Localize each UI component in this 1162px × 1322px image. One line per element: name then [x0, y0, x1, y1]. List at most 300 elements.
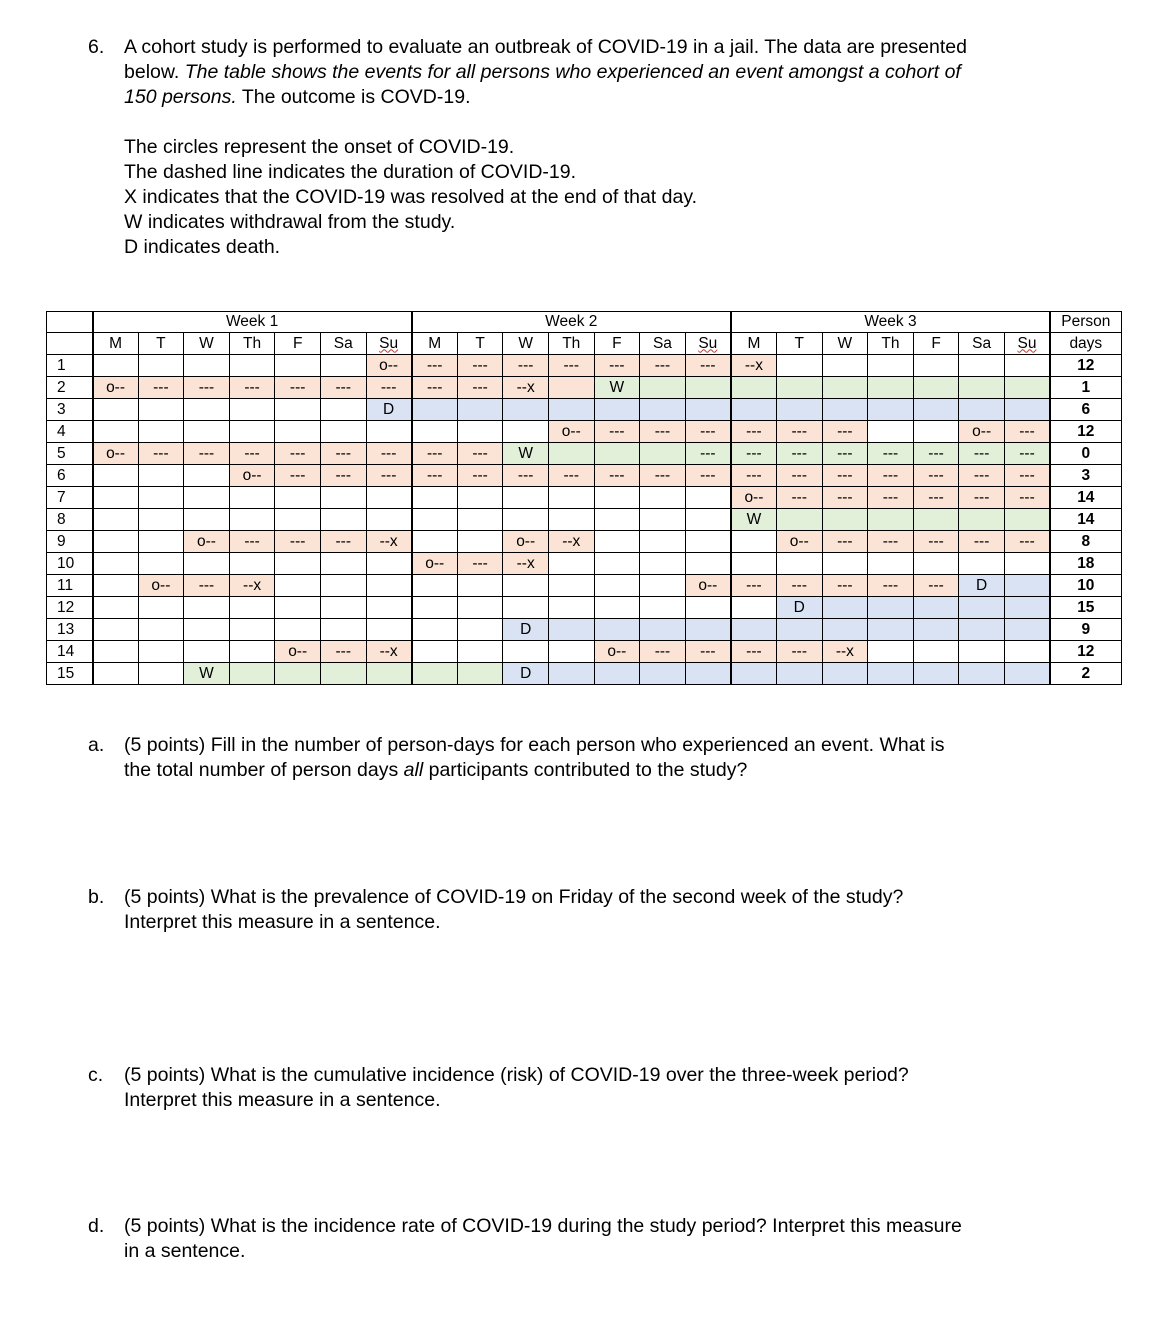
day-cell	[457, 509, 503, 531]
day-cell: ---	[640, 355, 686, 377]
day-cell	[685, 531, 731, 553]
day-cell	[457, 641, 503, 663]
day-cell	[1004, 553, 1050, 575]
day-cell	[868, 619, 914, 641]
day-cell: ---	[1004, 443, 1050, 465]
day-cell: o--	[776, 531, 822, 553]
day-cell	[275, 355, 321, 377]
day-cell	[93, 619, 139, 641]
person-id: 3	[47, 399, 93, 421]
day-cell: --x	[731, 355, 777, 377]
person-row	[47, 443, 1122, 465]
day-cell	[685, 377, 731, 399]
day-cell	[93, 487, 139, 509]
day-cell: ---	[822, 487, 868, 509]
day-cell	[913, 663, 959, 685]
day-cell	[548, 597, 594, 619]
person-row	[47, 399, 1122, 421]
day-cell: W	[184, 663, 230, 685]
day-cell: ---	[822, 443, 868, 465]
day-cell	[913, 509, 959, 531]
day-cell: ---	[184, 575, 230, 597]
day-cell	[822, 663, 868, 685]
day-cell	[366, 575, 412, 597]
person-id: 7	[47, 487, 93, 509]
person-days-value: 6	[1050, 399, 1121, 421]
day-cell	[594, 509, 640, 531]
day-cell	[275, 663, 321, 685]
day-cell	[320, 355, 366, 377]
person-row	[47, 575, 1122, 597]
day-cell	[685, 399, 731, 421]
day-cell	[1004, 597, 1050, 619]
day-cell: ---	[1004, 487, 1050, 509]
day-cell: ---	[640, 465, 686, 487]
day-cell	[184, 399, 230, 421]
day-cell	[229, 597, 275, 619]
day-cell	[1004, 663, 1050, 685]
day-label-w1-th: Th	[229, 333, 275, 355]
day-cell: --x	[548, 531, 594, 553]
day-cell	[685, 619, 731, 641]
question-line-1: A cohort study is performed to evaluate an outbreak of COVID-19 in a jail. The data are presented	[124, 36, 967, 58]
day-cell	[412, 531, 458, 553]
day-cell	[868, 377, 914, 399]
day-cell	[685, 663, 731, 685]
day-cell: o--	[548, 421, 594, 443]
day-cell: ---	[1004, 421, 1050, 443]
day-cell	[138, 531, 184, 553]
person-row	[47, 487, 1122, 509]
person-row	[47, 597, 1122, 619]
day-cell	[184, 465, 230, 487]
day-cell: --x	[503, 553, 549, 575]
day-cell	[822, 377, 868, 399]
person-id: 1	[47, 355, 93, 377]
day-cell	[412, 597, 458, 619]
day-cell: ---	[1004, 465, 1050, 487]
corner-cell	[47, 312, 93, 333]
day-cell	[138, 421, 184, 443]
week-header-row	[47, 312, 1122, 333]
day-cell	[457, 663, 503, 685]
day-cell: ---	[913, 465, 959, 487]
person-row	[47, 641, 1122, 663]
day-cell	[594, 663, 640, 685]
day-header-row	[47, 333, 1122, 355]
day-cell	[93, 663, 139, 685]
legend	[124, 135, 697, 260]
part-b-line-1: (5 points) What is the prevalence of COVID-19 on Friday of the second week of the study?	[124, 886, 904, 908]
part-c-line-2: Interpret this measure in a sentence.	[124, 1089, 441, 1111]
day-cell	[184, 421, 230, 443]
day-cell: --x	[366, 641, 412, 663]
day-cell	[776, 553, 822, 575]
day-cell	[913, 641, 959, 663]
day-cell: ---	[868, 531, 914, 553]
person-id: 2	[47, 377, 93, 399]
day-cell	[548, 641, 594, 663]
day-cell	[366, 421, 412, 443]
day-cell	[229, 509, 275, 531]
day-cell	[959, 619, 1005, 641]
day-cell: ---	[776, 641, 822, 663]
day-cell	[503, 421, 549, 443]
question-line-3	[124, 85, 1148, 110]
day-cell: ---	[412, 465, 458, 487]
person-days-value: 12	[1050, 421, 1121, 443]
day-cell	[822, 597, 868, 619]
day-cell	[184, 355, 230, 377]
day-cell: ---	[548, 355, 594, 377]
day-cell	[959, 355, 1005, 377]
question-number: 6.	[88, 36, 105, 58]
person-row	[47, 355, 1122, 377]
day-cell	[640, 509, 686, 531]
day-cell: ---	[731, 443, 777, 465]
day-cell	[457, 619, 503, 641]
day-cell	[776, 509, 822, 531]
day-cell: ---	[503, 355, 549, 377]
part-b-letter: b.	[88, 886, 105, 908]
day-cell: ---	[731, 421, 777, 443]
day-cell: ---	[1004, 531, 1050, 553]
day-cell: --x	[503, 377, 549, 399]
person-row	[47, 465, 1122, 487]
day-cell	[138, 663, 184, 685]
person-days-value: 15	[1050, 597, 1121, 619]
person-id: 4	[47, 421, 93, 443]
day-cell	[868, 399, 914, 421]
day-cell	[366, 663, 412, 685]
week-label-1: Week 1	[93, 312, 412, 333]
person-row	[47, 531, 1122, 553]
day-cell	[275, 399, 321, 421]
day-label-w3-sa: Sa	[959, 333, 1005, 355]
legend-w: W indicates withdrawal from the study.	[124, 211, 456, 233]
day-cell	[1004, 509, 1050, 531]
day-label-w2-th: Th	[548, 333, 594, 355]
day-cell	[93, 355, 139, 377]
day-cell	[320, 575, 366, 597]
day-cell	[822, 355, 868, 377]
day-cell: ---	[594, 355, 640, 377]
day-cell	[731, 597, 777, 619]
day-cell: ---	[366, 465, 412, 487]
day-cell: ---	[731, 575, 777, 597]
day-cell	[229, 663, 275, 685]
day-cell: ---	[366, 377, 412, 399]
day-cell	[822, 509, 868, 531]
day-cell	[776, 399, 822, 421]
day-cell: D	[503, 619, 549, 641]
day-cell	[93, 553, 139, 575]
day-label-w1-sa: Sa	[320, 333, 366, 355]
person-id: 15	[47, 663, 93, 685]
day-cell	[93, 465, 139, 487]
day-cell	[1004, 641, 1050, 663]
person-days-value: 1	[1050, 377, 1121, 399]
day-cell: o--	[229, 465, 275, 487]
day-cell	[229, 399, 275, 421]
day-cell	[184, 641, 230, 663]
day-cell	[594, 575, 640, 597]
day-cell	[275, 509, 321, 531]
day-cell	[503, 487, 549, 509]
question-line-2-italic: The table shows the events for all persons who experienced an event amongst a cohort of	[184, 61, 961, 83]
day-cell	[959, 553, 1005, 575]
day-cell: o--	[594, 641, 640, 663]
day-cell	[776, 355, 822, 377]
day-cell: ---	[776, 443, 822, 465]
day-cell	[959, 509, 1005, 531]
corner-cell-2	[47, 333, 93, 355]
day-cell	[913, 355, 959, 377]
day-cell	[640, 619, 686, 641]
day-cell: ---	[776, 465, 822, 487]
person-row	[47, 377, 1122, 399]
day-cell	[93, 421, 139, 443]
day-cell: ---	[503, 465, 549, 487]
day-cell: --x	[229, 575, 275, 597]
day-cell	[913, 619, 959, 641]
week-label-2: Week 2	[412, 312, 731, 333]
day-cell: ---	[275, 443, 321, 465]
day-cell: ---	[685, 465, 731, 487]
day-cell	[685, 597, 731, 619]
day-label-w2-f: F	[594, 333, 640, 355]
day-cell	[457, 421, 503, 443]
day-cell	[731, 531, 777, 553]
legend-x: X indicates that the COVID-19 was resolved at the end of that day.	[124, 186, 698, 208]
day-cell: ---	[320, 531, 366, 553]
day-cell: o--	[503, 531, 549, 553]
day-cell	[138, 619, 184, 641]
day-cell: --x	[822, 641, 868, 663]
day-cell	[640, 575, 686, 597]
day-cell	[229, 487, 275, 509]
day-cell	[1004, 575, 1050, 597]
day-cell: o--	[731, 487, 777, 509]
day-cell	[412, 663, 458, 685]
person-row	[47, 553, 1122, 575]
day-cell: ---	[685, 443, 731, 465]
day-cell	[138, 487, 184, 509]
day-cell	[776, 663, 822, 685]
day-cell: ---	[229, 443, 275, 465]
day-label-w3-f: F	[913, 333, 959, 355]
day-cell: ---	[822, 531, 868, 553]
question-text	[124, 35, 1148, 110]
day-cell: ---	[457, 377, 503, 399]
person-id: 5	[47, 443, 93, 465]
day-cell	[548, 399, 594, 421]
day-cell: ---	[184, 377, 230, 399]
day-cell: ---	[320, 377, 366, 399]
day-cell	[366, 487, 412, 509]
day-cell	[868, 641, 914, 663]
day-cell	[503, 509, 549, 531]
part-c-letter: c.	[88, 1064, 104, 1086]
day-cell: ---	[548, 465, 594, 487]
day-cell	[640, 531, 686, 553]
day-cell	[93, 597, 139, 619]
day-cell	[731, 553, 777, 575]
day-cell	[913, 553, 959, 575]
day-cell	[275, 575, 321, 597]
person-days-value: 9	[1050, 619, 1121, 641]
legend-circles: The circles represent the onset of COVID-19.	[124, 136, 515, 158]
week-label-3: Week 3	[731, 312, 1050, 333]
day-cell: o--	[93, 377, 139, 399]
person-days-header-line-2: days	[1050, 333, 1121, 355]
day-cell	[93, 399, 139, 421]
day-cell	[731, 663, 777, 685]
day-cell: ---	[594, 465, 640, 487]
day-cell: o--	[275, 641, 321, 663]
day-cell	[548, 663, 594, 685]
day-cell: ---	[457, 465, 503, 487]
day-cell: ---	[685, 641, 731, 663]
day-cell	[366, 553, 412, 575]
day-cell	[320, 663, 366, 685]
day-cell	[503, 575, 549, 597]
part-d-letter: d.	[88, 1215, 105, 1237]
day-cell	[457, 531, 503, 553]
day-cell	[320, 421, 366, 443]
person-id: 14	[47, 641, 93, 663]
day-label-w1-f: F	[275, 333, 321, 355]
day-label-w1-w: W	[184, 333, 230, 355]
day-cell	[412, 619, 458, 641]
part-d	[88, 1214, 1148, 1266]
day-cell	[320, 619, 366, 641]
day-cell	[93, 575, 139, 597]
part-b-line-2: Interpret this measure in a sentence.	[124, 911, 441, 933]
day-cell: ---	[138, 443, 184, 465]
day-cell	[548, 619, 594, 641]
day-cell	[594, 399, 640, 421]
day-cell	[320, 509, 366, 531]
day-cell	[366, 597, 412, 619]
day-cell: ---	[685, 421, 731, 443]
day-cell	[548, 575, 594, 597]
day-cell	[959, 399, 1005, 421]
person-days-value: 12	[1050, 641, 1121, 663]
person-days-value: 18	[1050, 553, 1121, 575]
day-cell	[138, 399, 184, 421]
person-days-value: 2	[1050, 663, 1121, 685]
day-cell: ---	[776, 575, 822, 597]
person-days-value: 14	[1050, 487, 1121, 509]
day-cell: ---	[138, 377, 184, 399]
day-label-w1-m: M	[93, 333, 139, 355]
day-label-w2-sa: Sa	[640, 333, 686, 355]
day-cell	[913, 399, 959, 421]
day-cell	[412, 487, 458, 509]
day-cell: ---	[640, 421, 686, 443]
day-cell	[868, 355, 914, 377]
person-id: 10	[47, 553, 93, 575]
day-cell: ---	[959, 465, 1005, 487]
day-cell: ---	[731, 641, 777, 663]
day-cell: ---	[275, 377, 321, 399]
day-cell	[184, 619, 230, 641]
day-cell: o--	[959, 421, 1005, 443]
person-days-value: 3	[1050, 465, 1121, 487]
day-cell	[594, 553, 640, 575]
day-cell	[366, 619, 412, 641]
day-cell	[275, 597, 321, 619]
day-cell: --x	[366, 531, 412, 553]
person-days-value: 0	[1050, 443, 1121, 465]
question-line-2-plain: below.	[124, 61, 185, 83]
day-cell: o--	[138, 575, 184, 597]
day-cell: ---	[959, 531, 1005, 553]
day-cell	[138, 641, 184, 663]
day-cell	[913, 377, 959, 399]
day-cell: ---	[822, 421, 868, 443]
part-c	[88, 1063, 1148, 1115]
day-cell: ---	[822, 465, 868, 487]
legend-dashed-line: The dashed line indicates the duration of COVID-19.	[124, 161, 577, 183]
person-id: 8	[47, 509, 93, 531]
day-cell: ---	[822, 575, 868, 597]
day-cell	[138, 465, 184, 487]
person-id: 13	[47, 619, 93, 641]
question-6	[88, 35, 1148, 115]
day-cell	[1004, 619, 1050, 641]
day-cell	[640, 399, 686, 421]
day-cell: D	[959, 575, 1005, 597]
day-label-w2-m: M	[412, 333, 458, 355]
day-cell	[229, 619, 275, 641]
question-line-3-plain: The outcome is COVD-19.	[236, 86, 471, 108]
day-cell: ---	[913, 443, 959, 465]
day-cell	[457, 597, 503, 619]
day-cell	[640, 553, 686, 575]
day-cell	[412, 399, 458, 421]
person-days-value: 14	[1050, 509, 1121, 531]
part-a-letter: a.	[88, 734, 105, 756]
day-cell: ---	[640, 641, 686, 663]
question-line-3-italic: 150 persons.	[124, 86, 237, 108]
day-cell	[457, 575, 503, 597]
day-cell	[776, 377, 822, 399]
day-cell	[229, 553, 275, 575]
day-cell	[594, 487, 640, 509]
day-cell	[776, 619, 822, 641]
day-cell: ---	[959, 443, 1005, 465]
day-cell: o--	[412, 553, 458, 575]
day-cell	[184, 509, 230, 531]
day-cell	[503, 399, 549, 421]
day-cell: ---	[959, 487, 1005, 509]
person-id: 9	[47, 531, 93, 553]
day-cell: ---	[685, 355, 731, 377]
day-cell	[822, 399, 868, 421]
day-cell: W	[731, 509, 777, 531]
day-cell	[138, 553, 184, 575]
day-cell	[138, 597, 184, 619]
day-cell	[320, 399, 366, 421]
day-cell	[959, 663, 1005, 685]
day-cell: ---	[594, 421, 640, 443]
day-cell: W	[594, 377, 640, 399]
day-cell: D	[366, 399, 412, 421]
day-cell	[640, 377, 686, 399]
day-label-w3-w: W	[822, 333, 868, 355]
